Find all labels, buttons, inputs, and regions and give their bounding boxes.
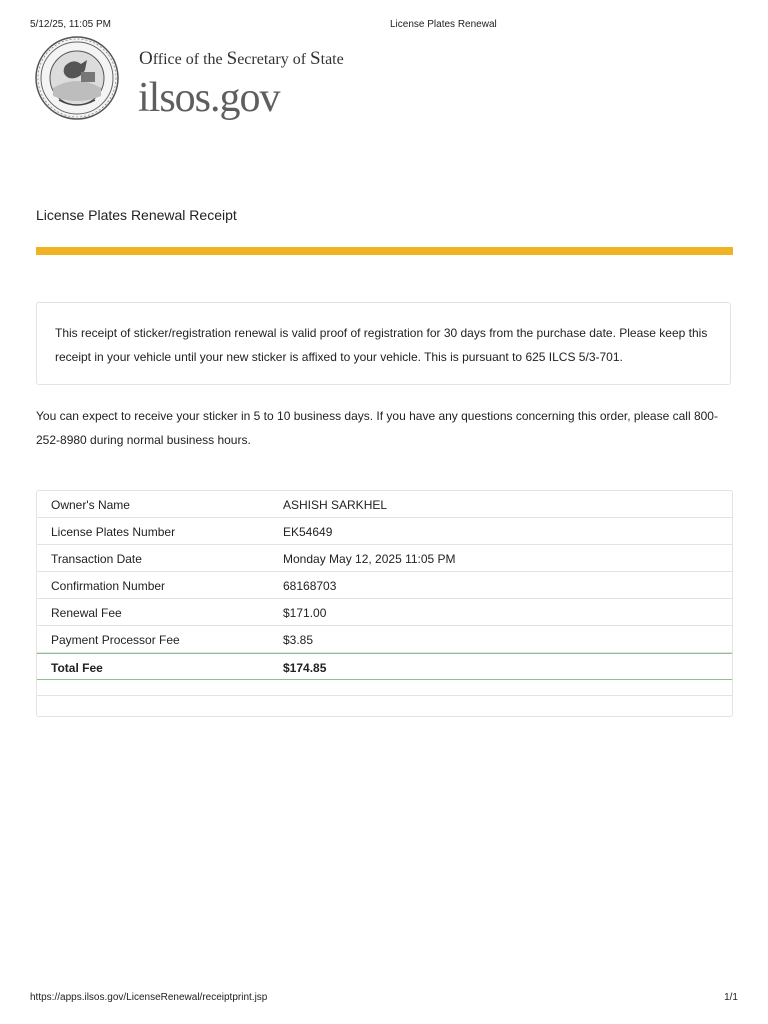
receipt-details-table [36,490,733,717]
row-label: Renewal Fee [51,606,122,620]
row-label: Confirmation Number [51,579,166,593]
table-row [37,572,732,599]
row-value: 68168703 [283,579,337,593]
total-row [37,653,732,680]
site-header [35,36,435,126]
row-value: EK54649 [283,525,333,539]
info-text: You can expect to receive your sticker in 5 to 10 business days. If you have any questions concerning this order, please call 800-252-8980 during normal business hours. [36,409,718,447]
print-header [30,19,738,33]
table-row [37,626,732,653]
total-value: $174.85 [283,661,327,675]
site-name: ilsos.gov [138,75,280,121]
row-value: $171.00 [283,606,327,620]
notice-box [36,302,731,385]
row-label: Payment Processor Fee [51,633,180,647]
page-number: 1/1 [724,992,738,1003]
row-label: Owner's Name [51,498,130,512]
row-value: $3.85 [283,633,314,647]
row-label: License Plates Number [51,525,176,539]
row-value: ASHISH SARKHEL [283,498,388,512]
accent-divider [36,247,733,255]
print-datetime: 5/12/25, 11:05 PM [30,19,111,30]
table-row [37,599,732,626]
table-row [37,518,732,545]
row-label: Transaction Date [51,552,142,566]
notice-text: This receipt of sticker/registration renewal is valid proof of registration for 30 days from the purchase date. Please keep this receipt in your vehicle until your new sticker is affixed to your vehicle. This is pursuant to 625 ILCS 5/3-701. [55,326,708,364]
table-row [37,491,732,518]
total-label: Total Fee [51,661,103,675]
print-page-title: License Plates Renewal [390,19,497,30]
print-footer [30,992,738,1006]
office-name: Office of the Secretary of State [139,48,344,69]
state-seal-icon [35,36,119,120]
row-value: Monday May 12, 2025 11:05 PM [283,552,456,566]
page-url: https://apps.ilsos.gov/LicenseRenewal/receiptprint.jsp [30,992,268,1003]
receipt-title: License Plates Renewal Receipt [36,207,237,223]
empty-row [37,682,732,696]
table-row [37,545,732,572]
